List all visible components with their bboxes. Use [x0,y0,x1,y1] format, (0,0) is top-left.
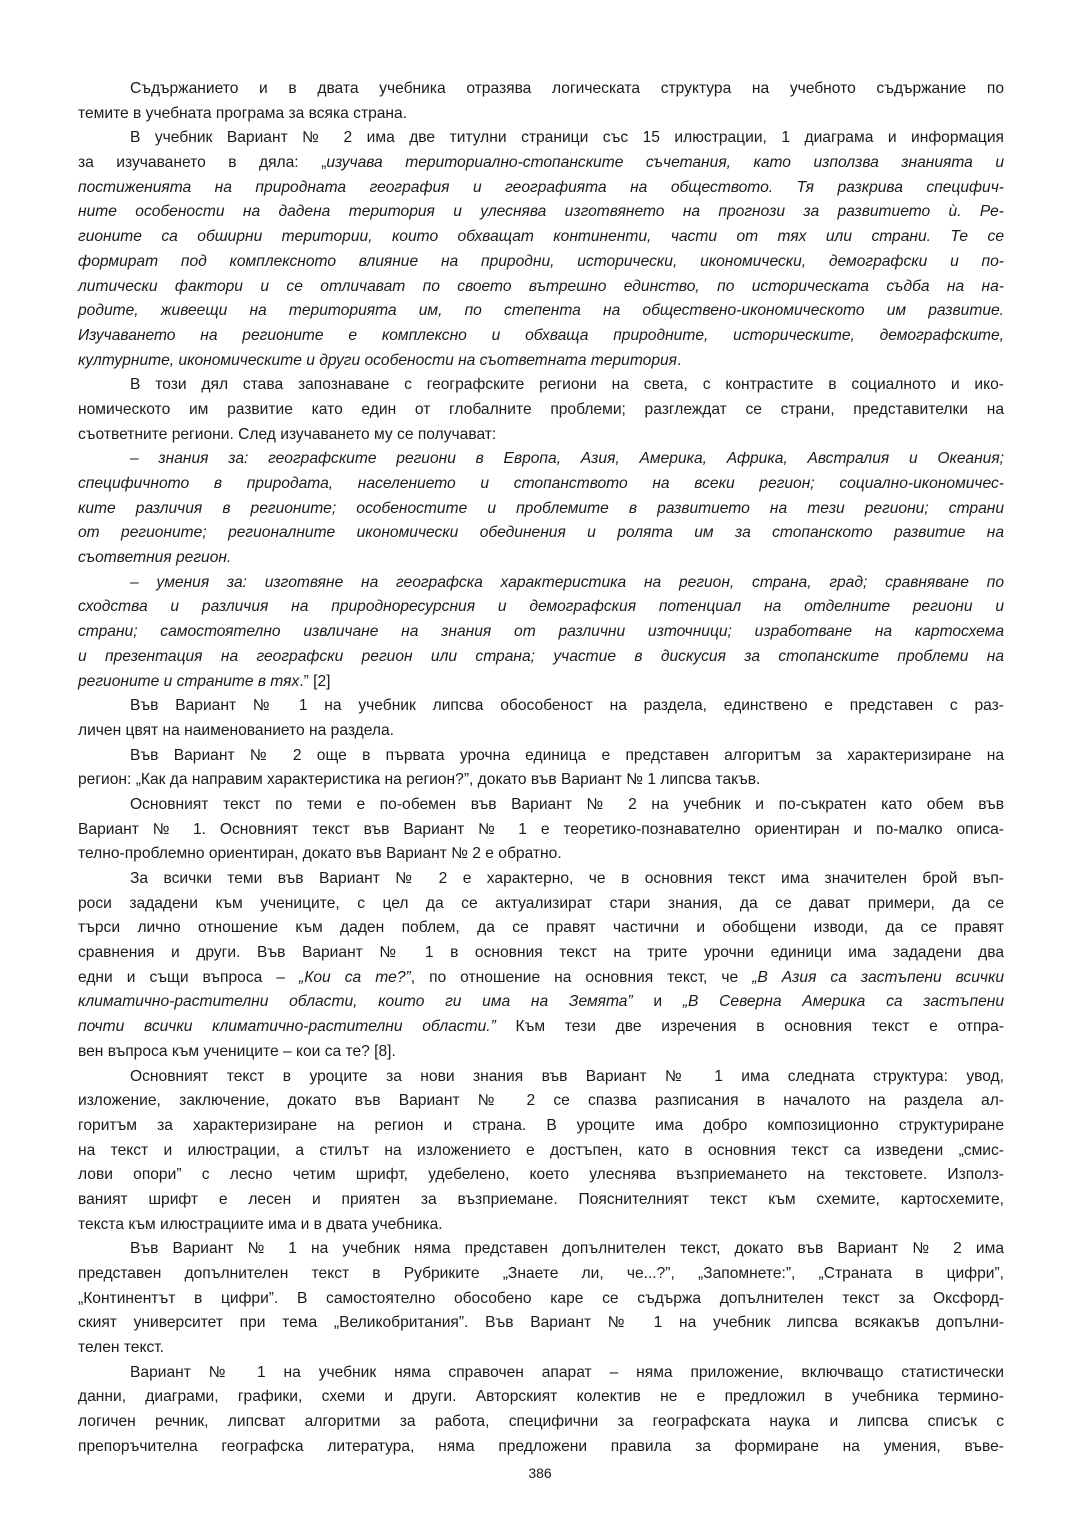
text-line [78,250,1004,275]
paragraph [78,694,1004,743]
text-line [78,916,1004,941]
body-text: сравнения и други. Във Вариант № 1 в основния текст на трите урочни единици има зададени два [78,944,1004,962]
body-text: Вариант № 1. Основният текст във Вариант № 1 е теоретико-познавателно ориентиран и по-малко описа- [78,820,1004,838]
body-text: представен допълнителен текст в Рубриките „Знаете ли, че...?”, „Запомнете:”, „Страната в цифри”, [78,1265,1004,1282]
text-line [78,1287,1004,1312]
body-text: Съдържанието и в двата учебника отразява логическата структура на учебното съдържание по [130,80,1004,97]
text-line [78,521,1004,546]
paragraph [78,77,1004,126]
paragraph [78,571,1004,694]
italic-quote-text: регионите и страните в тях [78,672,300,690]
body-text: . [677,351,682,369]
body-text: съответните региони. След изучаването му се получават: [78,425,497,443]
body-text: телно-проблемно ориентиран, докато във Вариант № 2 е обратно. [78,845,562,863]
italic-quote-text: ките различия в регионите; особеностите и проблемите в развитието на тези региони; страни [78,499,1004,517]
body-text: логичен речник, липсват алгоритми за работа, специфични за географската наука и липсва списък с [78,1413,1004,1431]
text-line [78,324,1004,349]
text-line [78,77,1004,102]
text-line [78,1139,1004,1164]
text-line [78,1262,1004,1287]
text-line [78,1015,1004,1040]
text-line [78,126,1004,151]
body-text: ският университет при тема „Великобритания”. Във Вариант № 1 на учебник липсва всякакъв допълни- [78,1314,1004,1332]
text-line [78,1065,1004,1090]
text-line [78,719,1004,744]
text-line [78,373,1004,398]
italic-quote-text: от регионите; регионалните икономически обединения и ролята им за стопанското развитие на [78,524,1004,542]
paragraph [78,1065,1004,1238]
italic-quote-text: изучава териториално-стопанските съчетания, като използва знанията и [326,154,1004,172]
italic-quote-text: страни; самостоятелно извличане на знания от различни източници; изработване на картосхема [78,623,1004,641]
italic-quote-text: културните, икономическите и други особености на съответната територия [78,351,678,369]
text-line [78,1188,1004,1213]
text-line [78,447,1004,472]
text-line [78,818,1004,843]
text-line [78,472,1004,497]
paragraph [78,1361,1004,1460]
italic-quote-text: климатично-растителни области, които ги има на Земята” [78,993,633,1011]
body-text: В този дял става запознаване с географските региони на света, с контрастите в социалното и ико- [130,376,1004,394]
text-line [78,497,1004,522]
text-line [78,398,1004,423]
body-text: текста към илюстрациите има и в двата учебника. [78,1215,443,1233]
body-text: В учебник Вариант № 2 има две титулни страници със 15 илюстрации, 1 диаграма и информация [130,129,1004,147]
body-text: горитъм за характеризиране на регион и страна. В уроците има добро композиционно структуриране [78,1116,1004,1134]
text-line [78,349,1004,374]
body-text: телен текст. [78,1339,165,1357]
italic-quote-text: – умения за: изготвяне на географска характеристика на регион, страна, град; сравняване по [130,573,1004,591]
text-line [78,1213,1004,1238]
text-line [78,990,1004,1015]
text-line [78,151,1004,176]
text-line [78,941,1004,966]
body-text: препоръчителна географска литература, няма предложени правила за формиране на умения, въве- [78,1437,1004,1455]
paragraph [78,447,1004,570]
page-number: 386 [528,1465,552,1481]
body-text: данни, диаграми, графики, схеми и други. Авторският колектив не е предложил в учебника термино- [78,1388,1004,1406]
body-text: За всички теми във Вариант № 2 е характерно, че в основния текст има значителен брой въп- [130,870,1004,887]
body-text: регион: „Как да направим характеристика на регион?”, докато във Вариант № 1 липсва такъв. [78,771,761,789]
body-text: лови опори” с лесно четим шрифт, удебелено, което улеснява възприемането на текстовете. Използ- [78,1166,1004,1184]
paragraph [78,1237,1004,1360]
text-line [78,1361,1004,1386]
body-text: за изучаването в дяла: „ [78,154,327,172]
italic-quote-text: литически фактори и се отличават по своето вътрешно единство, по историческата съдба на на- [78,277,1004,295]
body-text: Във Вариант № 1 на учебник липсва обособеност на раздела, единствено е представен с раз- [130,697,1004,715]
italic-quote-text: постиженията на природната география и географията на обществото. Тя разкрива специфич- [78,178,1004,196]
text-line [78,1237,1004,1262]
text-line [78,1114,1004,1139]
body-text: и [632,993,683,1011]
text-line [78,744,1004,769]
text-line [78,1089,1004,1114]
text-line [78,200,1004,225]
text-line [78,225,1004,250]
paragraph [78,126,1004,373]
body-text: темите в учебната програма за всяка страна. [78,104,408,122]
italic-quote-text: сходства и различия на природноресурсния и демографския потенциал на отделните региони и [78,598,1004,616]
body-text: вен въпроса към учениците – кои са те? [8]. [78,1042,396,1060]
text-line [78,1410,1004,1435]
text-line [78,299,1004,324]
document-body [78,77,1004,1460]
text-line [78,1435,1004,1460]
italic-quote-text: специфичното в природата, населението и стопанството на всеки регион; социално-икономичес- [78,475,1004,492]
text-line [78,1385,1004,1410]
body-text: изложение, заключение, докато във Вариант № 2 се спазва разписания в началото на раздела ал- [78,1092,1004,1110]
italic-quote-text: и презентация на географски регион или страна; участие в дискусия за стопанските проблеми на [78,647,1004,665]
paragraph [78,793,1004,867]
body-text: личен цвят на наименованието на раздела. [78,721,394,739]
italic-quote-text: „В Азия са застъпени всички [752,968,1005,986]
paragraph [78,867,1004,1065]
text-line [78,793,1004,818]
body-text: роси зададени към учениците, с цел да се актуализират стари знания, да се дават примери, да се [78,894,1004,912]
text-line [78,966,1004,991]
text-line [78,423,1004,448]
body-text: Основният текст по теми е по-обемен във Вариант № 2 на учебник и по-съкратен като обем във [130,795,1004,813]
italic-quote-text: родите, живеещи на територията им, по степента на обществено-икономическото им развитие. [78,302,1004,320]
body-text: на текст и илюстрации, а стилът на изложението е достъпен, като в основния текст са изведени „смис- [78,1141,1004,1159]
italic-quote-text: формират под комплексното влияние на природни, исторически, икономически, демографски и по- [78,252,1004,270]
italic-quote-text: гионите са обширни територии, които обхващат континенти, части от тях или страни. Те се [78,228,1004,246]
text-line [78,275,1004,300]
body-text: търси лично отношение към даден поблем, да се правят частични и обобщени изводи, да се правят [78,919,1004,937]
text-line [78,867,1004,892]
body-text: Във Вариант № 1 на учебник няма представен допълнителен текст, докато във Вариант № 2 има [130,1240,1004,1258]
text-line [78,546,1004,571]
text-line [78,694,1004,719]
italic-quote-text: „В Северна Америка са застъпени [682,993,1004,1011]
text-line [78,1311,1004,1336]
text-line [78,620,1004,645]
italic-quote-text: – знания за: географските региони в Европа, Азия, Америка, Африка, Австралия и Океания; [130,450,1004,468]
text-line [78,1163,1004,1188]
body-text: Вариант № 1 на учебник няма справочен апарат – няма приложение, включващо статистически [130,1363,1004,1381]
text-line [78,571,1004,596]
italic-quote-text: „Кои са те?” [299,968,411,986]
italic-quote-text: Изучаването на регионите е комплексно и обхваща природните, историческите, демографските, [78,326,1004,344]
italic-quote-text: съответния регион. [78,549,232,567]
body-text: номическото им развитие като един от глобалните проблеми; разглеждат се страни, представителки на [78,400,1004,418]
italic-quote-text: почти всички климатично-растителни области.” [78,1018,496,1036]
text-line [78,768,1004,793]
body-text: „Континентът в цифри”. В самостоятелно обособено каре се съдържа допълнителен текст за Оксфорд- [78,1289,1004,1307]
text-line [78,892,1004,917]
text-line [78,1336,1004,1361]
text-line [78,645,1004,670]
text-line [78,102,1004,127]
text-line [78,1040,1004,1065]
body-text: Към тези две изречения в основния текст е отпра- [495,1018,1004,1036]
body-text: едни и същи въпроса – [78,968,299,986]
paragraph [78,373,1004,447]
italic-quote-text: ните особености на дадена територия и улеснява изготвянето на прогнози за развитието ѝ. Ре- [78,203,1004,221]
body-text: Основният текст в уроците за нови знания във Вариант № 1 има следната структура: увод, [130,1067,1004,1085]
paragraph [78,744,1004,793]
body-text: Във Вариант № 2 още в първата урочна единица е представен алгоритъм за характеризиране на [130,746,1004,764]
text-line [78,595,1004,620]
body-text: .” [2] [299,672,331,690]
text-line [78,670,1004,695]
body-text: , по отношение на основния текст, че [410,968,753,986]
text-line [78,176,1004,201]
body-text: ваният шрифт е лесен и приятен за възприемане. Пояснителният текст към схемите, картосхемите, [78,1190,1004,1208]
text-line [78,842,1004,867]
